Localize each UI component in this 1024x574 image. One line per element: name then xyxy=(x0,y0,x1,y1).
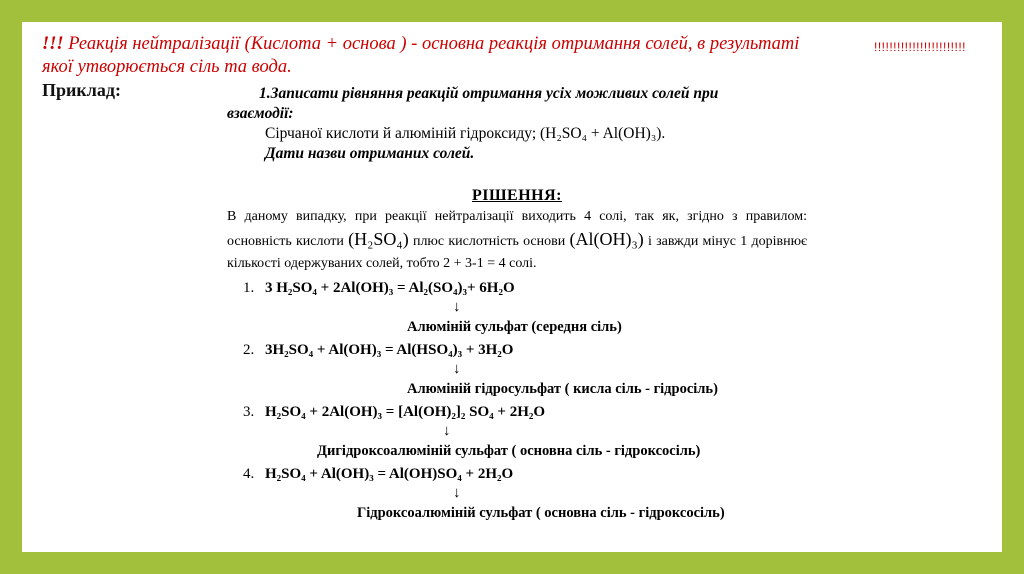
reaction-number: 3. xyxy=(243,404,255,420)
reaction-equation: 3 H₂SO₄ + 2Al(OH)₃ = Al₂(SO₄)₃+ 6H₂O xyxy=(265,280,515,296)
reaction-4 xyxy=(227,465,807,485)
explanation-part-1: В даному випадку, при реакції нейтралізації виходить 4 солі, так як, згідно з правилом: основність кислоти xyxy=(227,209,807,249)
task-line-4: Дати назви отриманих солей. xyxy=(265,145,475,162)
intro-text xyxy=(42,33,802,79)
task-line-2: взаємодії: xyxy=(227,105,294,122)
exclamation-marks: !!!!!!!!!!!!!!!!!!!!!!!! xyxy=(874,40,967,54)
task-line-1: 1.Записати рівняння реакцій отримання усіх можливих солей при xyxy=(259,85,719,102)
example-label: Приклад: xyxy=(42,80,121,100)
reaction-3 xyxy=(227,403,807,423)
acid-formula: (H₂SO₄) xyxy=(348,229,409,249)
down-arrow-icon: ↓ xyxy=(443,423,451,439)
intro-definition: Реакція нейтралізації (Кислота + основа ) - основна реакція отримання солей, в результаті якої утворюється сіль та вода. xyxy=(42,34,800,77)
reaction-list xyxy=(227,279,807,527)
task-line-3: Сірчаної кислоти й алюміній гідроксиду; (H₂SO₄ + Al(OH)₃). xyxy=(265,125,666,142)
reaction-2 xyxy=(227,341,807,361)
salt-name-2: Алюміній гідросульфат ( кисла сіль - гідросіль) xyxy=(407,381,718,397)
explanation-part-3: і завжди мінус 1 дорівнює кількості одержуваних солей, тобто 2 + 3-1 = 4 солі. xyxy=(227,234,808,271)
reaction-equation: H₂SO₄ + Al(OH)₃ = Al(OH)SO₄ + 2H₂O xyxy=(265,466,514,482)
salt-name-3: Дигідроксоалюміній сульфат ( основна сіль - гідроксосіль) xyxy=(317,443,701,459)
reaction-1 xyxy=(227,279,807,299)
down-arrow-icon: ↓ xyxy=(453,299,461,315)
down-arrow-icon: ↓ xyxy=(453,485,461,501)
solution-title: РІШЕННЯ: xyxy=(471,187,562,204)
base-formula: (Al(OH)₃) xyxy=(569,229,644,249)
salt-name-4: Гідроксоалюміній сульфат ( основна сіль - гідроксосіль) xyxy=(357,505,725,521)
explanation-part-2: плюс кислотність основи xyxy=(412,234,566,249)
salt-name-1: Алюміній сульфат (середня сіль) xyxy=(407,319,622,335)
solution-explanation xyxy=(227,206,807,275)
intro-bang: !!! xyxy=(42,34,64,54)
task-block xyxy=(227,84,807,164)
reaction-number: 4. xyxy=(243,466,255,482)
reaction-equation: H₂SO₄ + 2Al(OH)₃ = [Al(OH)₂]₂ SO₄ + 2H₂O xyxy=(265,404,546,420)
down-arrow-icon: ↓ xyxy=(453,361,461,377)
slide xyxy=(22,22,1002,552)
reaction-equation: 3H₂SO₄ + Al(OH)₃ = Al(HSO₄)₃ + 3H₂O xyxy=(265,342,514,358)
reaction-number: 1. xyxy=(243,280,255,296)
reaction-number: 2. xyxy=(243,342,255,358)
scanned-document xyxy=(227,84,807,527)
